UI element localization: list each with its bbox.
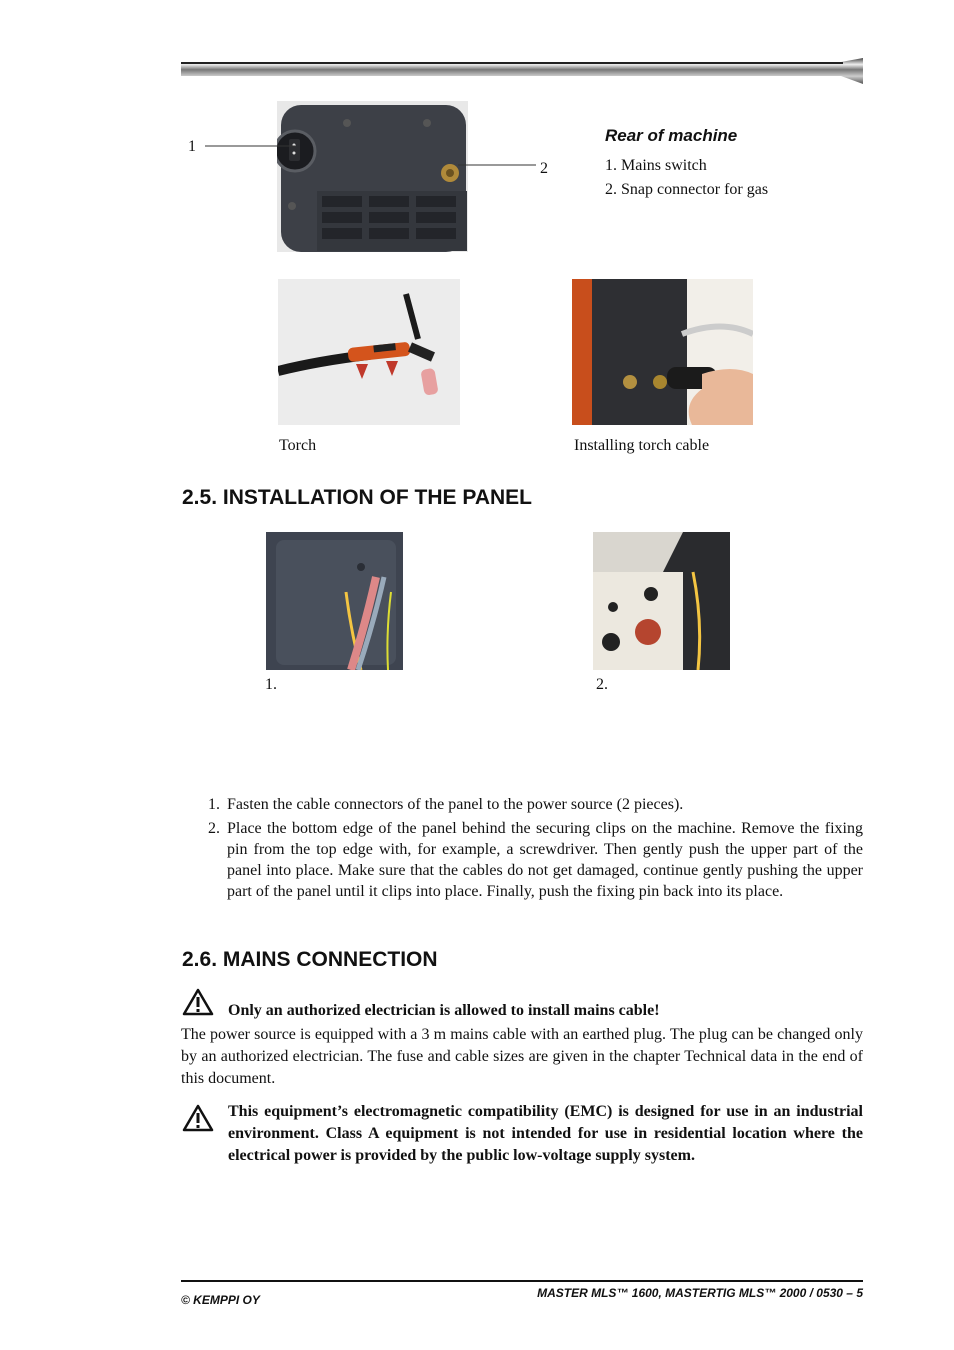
rear-title: Rear of machine [605,126,738,145]
footer-copyright: © KEMPPI OY [181,1293,260,1307]
warning-icon [182,988,214,1016]
torch-caption: Torch [279,437,317,454]
panel-step-2-photo [593,532,730,670]
footer-document-title: MASTER MLS™ 1600, MASTERTIG MLS™ 2000 / 0530 – 5 [537,1286,863,1300]
header-bar [181,58,863,84]
installation-step: 1. Fasten the cable connectors of the panel to the power source (2 pieces). [208,796,684,813]
section-heading-installation-panel: 2.5. INSTALLATION OF THE PANEL [182,486,533,509]
warning-icon [182,1104,214,1132]
installing-caption: Installing torch cable [574,437,710,454]
callout-2: 2 [540,160,548,177]
mains-cable-paragraph: The power source is equipped with a 3 m mains cable with an earthed plug. The plug can be changed only by an authorized electrician. The fuse and cable sizes are given in the chapter Technical data in the end of this document. [181,1026,863,1087]
callout-lines [200,140,540,175]
installation-step: 2. Place the bottom edge of the panel behind the securing clips on the machine. Remove the fixing pin from the top edge with, for example, a screwdriver. Then gently push the upper part of the panel into place. Make sure that the cables do not get damaged, continue gently pushing the upper part of the panel until it clips into place. Finally, push the fixing pin back into its place. [208,820,863,900]
panel-step-1-photo [266,532,403,670]
installation-steps [181,794,863,902]
section-heading-mains-connection: 2.6. MAINS CONNECTION [182,948,438,971]
panel-caption-1: 1. [265,676,277,693]
warning-authorized-electrician: Only an authorized electrician is allowed to install mains cable! [228,1002,660,1019]
rear-machine-photo [277,101,468,252]
rear-item-1: 1. Mains switch [605,157,707,174]
callout-1: 1 [188,138,196,155]
installing-torch-cable-photo [572,279,753,425]
warning-emc: This equipment’s electromagnetic compatibility (EMC) is designed for use in an industrial environment. Class A equipment is not intended for use in residential location where the electrical power is provided by the public low-voltage supply system. [228,1103,863,1164]
rear-item-2: 2. Snap connector for gas [605,181,769,198]
panel-caption-2: 2. [596,676,608,693]
footer-divider [181,1280,863,1282]
torch-photo [278,279,460,425]
